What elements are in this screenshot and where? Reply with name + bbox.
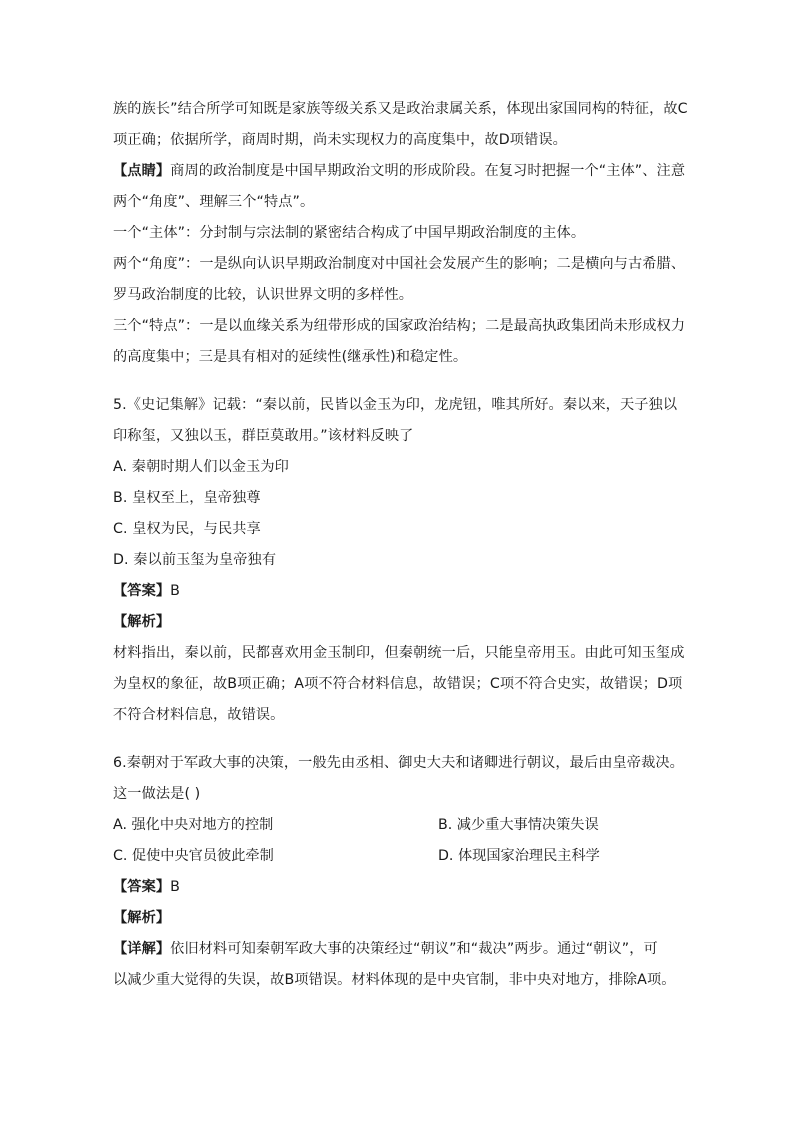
q6-option-d: D. 体现国家治理民主科学 [438, 848, 600, 864]
spacer [113, 373, 683, 390]
document-page [113, 94, 688, 996]
note-line-1 [113, 156, 686, 187]
q5-option-d: D. 秦以前玉玺为皇帝独有 [113, 552, 277, 568]
q6-detail-line-1-text: 依旧材料可知秦朝军政大事的决策经过“朝议”和“裁决”两步。通过“朝议”，可 [170, 941, 658, 957]
prev-analysis-line-1: 族的族长”结合所学可知既是家族等级关系又是政治隶属关系，体现出家国同构的特征，故C [113, 101, 688, 117]
q6-detail-tag: 【详解】 [113, 941, 171, 957]
q6-option-b: B. 减少重大事情决策失误 [438, 817, 599, 833]
q5-option-b: B. 皇权至上，皇帝独尊 [113, 490, 261, 506]
q6-answer-tag: 【答案】 [113, 879, 171, 895]
q6-option-c: C. 促使中央官员彼此牵制 [113, 848, 274, 864]
note-tag: 【点睛】 [113, 163, 171, 179]
q5-answer [113, 576, 683, 607]
q6-analysis-tag: 【解析】 [113, 910, 171, 926]
q6-option-a: A. 强化中央对地方的控制 [113, 817, 274, 833]
note-line-4: 两个“角度”：一是纵向认识早期政治制度对中国社会发展产生的影响；二是横向与古希腊、 [113, 256, 686, 272]
q6-stem-line-1: 6.秦朝对于军政大事的决策，一般先由丞相、御史大夫和诸卿进行朝议，最后由皇帝裁决。 [113, 755, 684, 771]
q5-analysis-tag: 【解析】 [113, 614, 171, 630]
q6-detail-line-1 [113, 934, 683, 965]
q6-options-row-1 [113, 810, 683, 841]
note-line-1-text: 商周的政治制度是中国早期政治文明的形成阶段。在复习时把握一个“主体”、注意 [170, 163, 686, 179]
q5-stem-line-2: 印称玺，又独以玉，群臣莫敢用。”该材料反映了 [113, 428, 414, 444]
note-line-2: 两个“角度”、理解三个“特点”。 [113, 194, 315, 210]
q5-analysis-line-1: 材料指出，秦以前，民都喜欢用金玉制印，但秦朝统一后，只能皇帝用玉。由此可知玉玺成 [113, 645, 685, 661]
q6-stem-line-2: 这一做法是( ) [113, 786, 201, 802]
q6-answer [113, 872, 683, 903]
q5-option-c: C. 皇权为民，与民共享 [113, 521, 261, 537]
q5-answer-tag: 【答案】 [113, 583, 171, 599]
note-line-7: 的高度集中；三是具有相对的延续性(继承性)和稳定性。 [113, 349, 468, 365]
q6-answer-value: B [170, 879, 180, 895]
note-line-5: 罗马政治制度的比较，认识世界文明的多样性。 [113, 287, 414, 303]
note-line-6: 三个“特点”：一是以血缘关系为纽带形成的国家政治结构；二是最高执政集团尚未形成权力 [113, 318, 686, 334]
prev-analysis-line-2: 项正确；依据所学，商周时期，尚未实现权力的高度集中，故D项错误。 [113, 132, 567, 148]
q5-analysis-line-3: 不符合材料信息，故错误。 [113, 707, 285, 723]
q5-answer-value: B [170, 583, 180, 599]
q5-stem-line-1: 5.《史记集解》记载：“秦以前，民皆以金玉为印，龙虎钮，唯其所好。秦以来，天子独以 [113, 397, 678, 413]
q5-analysis-line-2: 为皇权的象征，故B项正确；A项不符合材料信息，故错误；C项不符合史实，故错误；D项 [113, 676, 683, 692]
spacer [113, 731, 683, 748]
note-line-3: 一个“主体”：分封制与宗法制的紧密结合构成了中国早期政治制度的主体。 [113, 225, 586, 241]
q6-options-row-2 [113, 841, 683, 872]
q6-detail-line-2: 以减少重大觉得的失误，故B项错误。材料体现的是中央官制，非中央对地方，排除A项。 [113, 972, 676, 988]
q5-option-a: A. 秦朝时期人们以金玉为印 [113, 459, 289, 475]
